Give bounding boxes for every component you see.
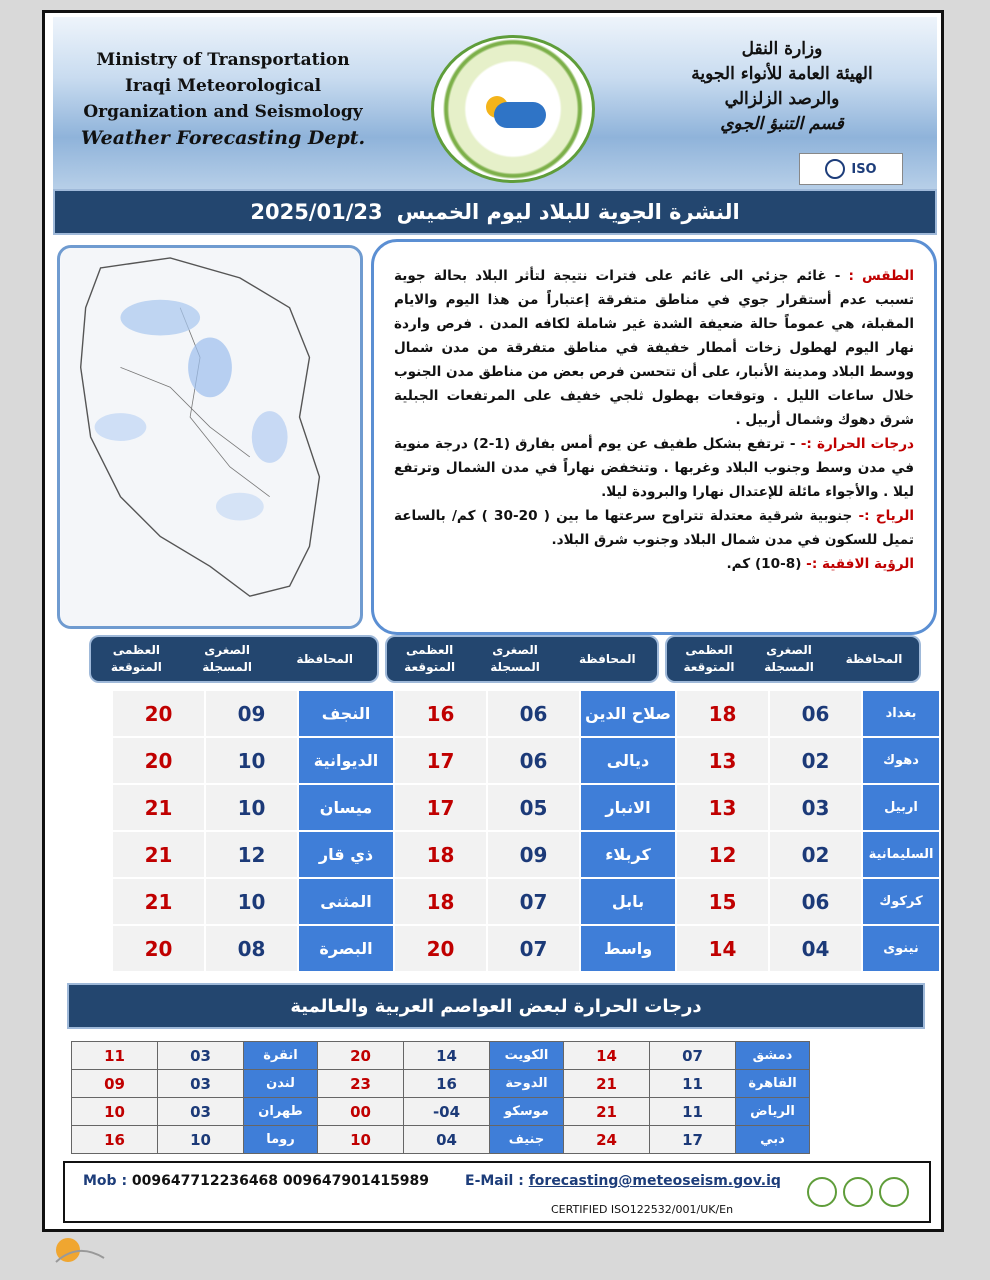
max-temp-cell: 18 bbox=[677, 691, 768, 736]
table-row bbox=[113, 832, 939, 877]
min-temp-cell: 02 bbox=[770, 738, 861, 783]
city-name-cell: طهران bbox=[244, 1098, 318, 1126]
column-header-group-3 bbox=[89, 635, 379, 683]
header-min: الصغرى المسجلة bbox=[490, 643, 540, 674]
mobile-label: Mob : bbox=[83, 1173, 128, 1189]
capitals-title: درجات الحرارة لبعض العواصم العربية والعالمية bbox=[290, 995, 702, 1017]
bulletin-date: 2025/01/23 bbox=[250, 200, 383, 224]
min-temp-cell: 08 bbox=[206, 926, 297, 971]
min-temp-cell: 09 bbox=[488, 832, 579, 877]
province-name-cell: صلاح الدين bbox=[581, 691, 675, 736]
min-temp-cell: -04 bbox=[404, 1098, 490, 1126]
min-temp-cell: 12 bbox=[206, 832, 297, 877]
footer bbox=[63, 1161, 931, 1223]
bulletin-text-box bbox=[371, 239, 937, 635]
en-line-iraqi-met: Iraqi Meteorological bbox=[124, 76, 322, 96]
weather-label: الطقس : bbox=[848, 268, 914, 284]
ar-line-authority: الهيئة العامة للأنواء الجوية bbox=[691, 64, 873, 84]
max-temp-cell: 17 bbox=[395, 785, 486, 830]
english-org-name bbox=[73, 47, 373, 151]
en-line-department: Weather Forecasting Dept. bbox=[80, 127, 366, 149]
min-temp-cell: 10 bbox=[206, 879, 297, 924]
max-temp-cell: 20 bbox=[113, 926, 204, 971]
min-temp-cell: 17 bbox=[650, 1126, 736, 1154]
province-name-cell: البصرة bbox=[299, 926, 393, 971]
iraq-map-graphic bbox=[60, 248, 360, 626]
city-name-cell: دبي bbox=[736, 1126, 810, 1154]
header-province: المحافظة bbox=[845, 651, 903, 666]
bulletin-title-bar bbox=[53, 189, 937, 235]
province-name-cell: بابل bbox=[581, 879, 675, 924]
temperature-text: - ترتفع بشكل طفيف عن يوم أمس بفارق (1-2) درجة منوية في مدن وسط وجنوب البلاد وغربها . وتنخفض نهاراً في مدن الشمال وترتفع ليلا . والأجواء مائلة للإعتدال نهارا والبرودة ليلا. bbox=[394, 436, 914, 500]
iso-badge bbox=[799, 153, 903, 185]
max-temp-cell: 18 bbox=[395, 879, 486, 924]
min-temp-cell: 04 bbox=[404, 1126, 490, 1154]
max-temp-cell: 21 bbox=[564, 1098, 650, 1126]
max-temp-cell: 14 bbox=[564, 1042, 650, 1070]
province-name-cell: كركوك bbox=[863, 879, 939, 924]
province-name-cell: ميسان bbox=[299, 785, 393, 830]
min-temp-cell: 16 bbox=[404, 1070, 490, 1098]
satellite-map bbox=[57, 245, 363, 629]
province-name-cell: نينوى bbox=[863, 926, 939, 971]
min-temp-cell: 05 bbox=[488, 785, 579, 830]
visibility-text: (8-10) كم. bbox=[726, 556, 802, 572]
province-name-cell: النجف bbox=[299, 691, 393, 736]
email-contact bbox=[465, 1173, 781, 1189]
organization-logo bbox=[431, 35, 595, 183]
max-temp-cell: 17 bbox=[395, 738, 486, 783]
min-temp-cell: 03 bbox=[158, 1070, 244, 1098]
max-temp-cell: 24 bbox=[564, 1126, 650, 1154]
table-row bbox=[72, 1070, 810, 1098]
province-name-cell: ذي قار bbox=[299, 832, 393, 877]
max-temp-cell: 11 bbox=[72, 1042, 158, 1070]
min-temp-cell: 06 bbox=[488, 738, 579, 783]
max-temp-cell: 23 bbox=[318, 1070, 404, 1098]
max-temp-cell: 13 bbox=[677, 785, 768, 830]
header-min: الصغرى المسجلة bbox=[202, 643, 252, 674]
wind-paragraph bbox=[394, 504, 914, 552]
max-temp-cell: 21 bbox=[564, 1070, 650, 1098]
min-temp-cell: 10 bbox=[206, 785, 297, 830]
max-temp-cell: 18 bbox=[395, 832, 486, 877]
header-province: المحافظة bbox=[579, 651, 636, 666]
iso-label: ISO bbox=[851, 161, 877, 177]
min-temp-cell: 07 bbox=[650, 1042, 736, 1070]
city-name-cell: الدوحة bbox=[490, 1070, 564, 1098]
check-icon bbox=[825, 159, 845, 179]
min-temp-cell: 03 bbox=[770, 785, 861, 830]
max-temp-cell: 12 bbox=[677, 832, 768, 877]
city-name-cell: جنيف bbox=[490, 1126, 564, 1154]
min-temp-cell: 07 bbox=[488, 926, 579, 971]
table-row bbox=[72, 1098, 810, 1126]
header-max: العظمى المتوقعة bbox=[404, 643, 456, 674]
province-name-cell: بغداد bbox=[863, 691, 939, 736]
city-name-cell: روما bbox=[244, 1126, 318, 1154]
cloud-icon bbox=[494, 102, 546, 128]
weather-paragraph bbox=[394, 264, 914, 432]
seal-icon bbox=[843, 1177, 873, 1207]
max-temp-cell: 20 bbox=[395, 926, 486, 971]
city-name-cell: لندن bbox=[244, 1070, 318, 1098]
province-name-cell: السليمانية bbox=[863, 832, 939, 877]
mobile-numbers: 009647712236468 009647901415989 bbox=[131, 1173, 430, 1189]
max-temp-cell: 15 bbox=[677, 879, 768, 924]
max-temp-cell: 16 bbox=[72, 1126, 158, 1154]
min-temp-cell: 03 bbox=[158, 1042, 244, 1070]
max-temp-cell: 10 bbox=[318, 1126, 404, 1154]
city-name-cell: انقرة bbox=[244, 1042, 318, 1070]
table-row bbox=[72, 1042, 810, 1070]
certification-text: CERTIFIED ISO122532/001/UK/En bbox=[551, 1203, 734, 1216]
province-name-cell: دهوك bbox=[863, 738, 939, 783]
city-name-cell: دمشق bbox=[736, 1042, 810, 1070]
wind-text: جنوبية شرقية معتدلة تتراوح سرعتها ما بين ( 20-30 ) كم/ بالساعة تميل للسكون في مدن شمال البلاد وجنوب شرق البلاد. bbox=[394, 508, 914, 548]
province-name-cell: المثنى bbox=[299, 879, 393, 924]
visibility-label: الرؤية الافقية :- bbox=[806, 556, 914, 572]
ar-line-department: قسم التنبؤ الجوي bbox=[720, 114, 844, 134]
min-temp-cell: 11 bbox=[650, 1098, 736, 1126]
en-line-organization: Organization and Seismology bbox=[83, 102, 363, 122]
max-temp-cell: 13 bbox=[677, 738, 768, 783]
seal-icon bbox=[879, 1177, 909, 1207]
max-temp-cell: 21 bbox=[113, 785, 204, 830]
bulletin-title: النشرة الجوية للبلاد ليوم الخميس bbox=[396, 200, 740, 224]
city-name-cell: موسكو bbox=[490, 1098, 564, 1126]
header-max: العظمى المتوقعة bbox=[110, 643, 162, 674]
table-row bbox=[113, 785, 939, 830]
max-temp-cell: 20 bbox=[113, 738, 204, 783]
header-max: العظمى المتوقعة bbox=[683, 643, 735, 674]
header-min: الصغرى المسجلة bbox=[764, 643, 814, 674]
city-name-cell: الكويت bbox=[490, 1042, 564, 1070]
seal-icon bbox=[807, 1177, 837, 1207]
temperature-paragraph bbox=[394, 432, 914, 504]
min-temp-cell: 06 bbox=[488, 691, 579, 736]
max-temp-cell: 20 bbox=[318, 1042, 404, 1070]
province-name-cell: واسط bbox=[581, 926, 675, 971]
max-temp-cell: 21 bbox=[113, 832, 204, 877]
visibility-paragraph bbox=[394, 552, 914, 576]
bulletin-page bbox=[42, 10, 944, 1232]
min-temp-cell: 07 bbox=[488, 879, 579, 924]
certification-seals bbox=[807, 1177, 909, 1207]
max-temp-cell: 10 bbox=[72, 1098, 158, 1126]
mobile-contact bbox=[83, 1173, 429, 1189]
weather-text: - غائم جزئي الى غائم على فترات نتيجة لتأثر البلاد بحالة جوية تسبب عدم أستقرار جوي في مناطق متفرقة إعتباراً من هذا اليوم والايام المقبلة، هي عموماً حالة ضعيفة الشدة غير شاملة لكافه المدن . فرص واردة نهار اليوم لهطول زخات أمطار خفيفة في مناطق متفرقة من مدن شمال ووسط البلاد ومدينة الأنبار، على أن تتحسن فرص بعض من مناطق مدن الجنوب خلال ساعات الليل . وتوقعات بهطول ثلجي خفيف على المرتفعات الجبلية شرق دهوك وشمال أربيل . bbox=[394, 268, 914, 428]
email-link[interactable]: forecasting@meteoseism.gov.iq bbox=[528, 1173, 781, 1189]
table-row bbox=[113, 691, 939, 736]
max-temp-cell: 20 bbox=[113, 691, 204, 736]
province-name-cell: الانبار bbox=[581, 785, 675, 830]
province-name-cell: كربلاء bbox=[581, 832, 675, 877]
province-name-cell: اربيل bbox=[863, 785, 939, 830]
min-temp-cell: 09 bbox=[206, 691, 297, 736]
table-row bbox=[113, 879, 939, 924]
min-temp-cell: 03 bbox=[158, 1098, 244, 1126]
max-temp-cell: 00 bbox=[318, 1098, 404, 1126]
city-name-cell: القاهرة bbox=[736, 1070, 810, 1098]
column-header-group-1 bbox=[665, 635, 921, 683]
min-temp-cell: 11 bbox=[650, 1070, 736, 1098]
min-temp-cell: 04 bbox=[770, 926, 861, 971]
ar-line-ministry: وزارة النقل bbox=[741, 39, 823, 59]
email-label: E-Mail : bbox=[465, 1173, 524, 1189]
min-temp-cell: 02 bbox=[770, 832, 861, 877]
capitals-title-bar bbox=[67, 983, 925, 1029]
table-row bbox=[72, 1126, 810, 1154]
header-province: المحافظة bbox=[296, 651, 354, 666]
max-temp-cell: 16 bbox=[395, 691, 486, 736]
temperature-label: درجات الحرارة :- bbox=[800, 436, 915, 452]
province-name-cell: ديالى bbox=[581, 738, 675, 783]
wind-label: الرياح :- bbox=[858, 508, 915, 524]
column-header-group-2 bbox=[385, 635, 659, 683]
province-name-cell: الديوانية bbox=[299, 738, 393, 783]
min-temp-cell: 06 bbox=[770, 691, 861, 736]
provinces-table bbox=[111, 689, 941, 973]
min-temp-cell: 10 bbox=[206, 738, 297, 783]
table-row bbox=[113, 738, 939, 783]
table-row bbox=[113, 926, 939, 971]
max-temp-cell: 14 bbox=[677, 926, 768, 971]
ar-line-seismic: والرصد الزلزالي bbox=[724, 89, 840, 109]
capitals-table bbox=[71, 1041, 810, 1154]
arabic-org-name bbox=[667, 37, 897, 137]
max-temp-cell: 09 bbox=[72, 1070, 158, 1098]
en-line-ministry: Ministry of Transportation bbox=[96, 50, 350, 70]
min-temp-cell: 14 bbox=[404, 1042, 490, 1070]
header-banner bbox=[53, 17, 937, 189]
max-temp-cell: 21 bbox=[113, 879, 204, 924]
city-name-cell: الرياض bbox=[736, 1098, 810, 1126]
watermark-logo bbox=[48, 1222, 108, 1272]
min-temp-cell: 10 bbox=[158, 1126, 244, 1154]
min-temp-cell: 06 bbox=[770, 879, 861, 924]
